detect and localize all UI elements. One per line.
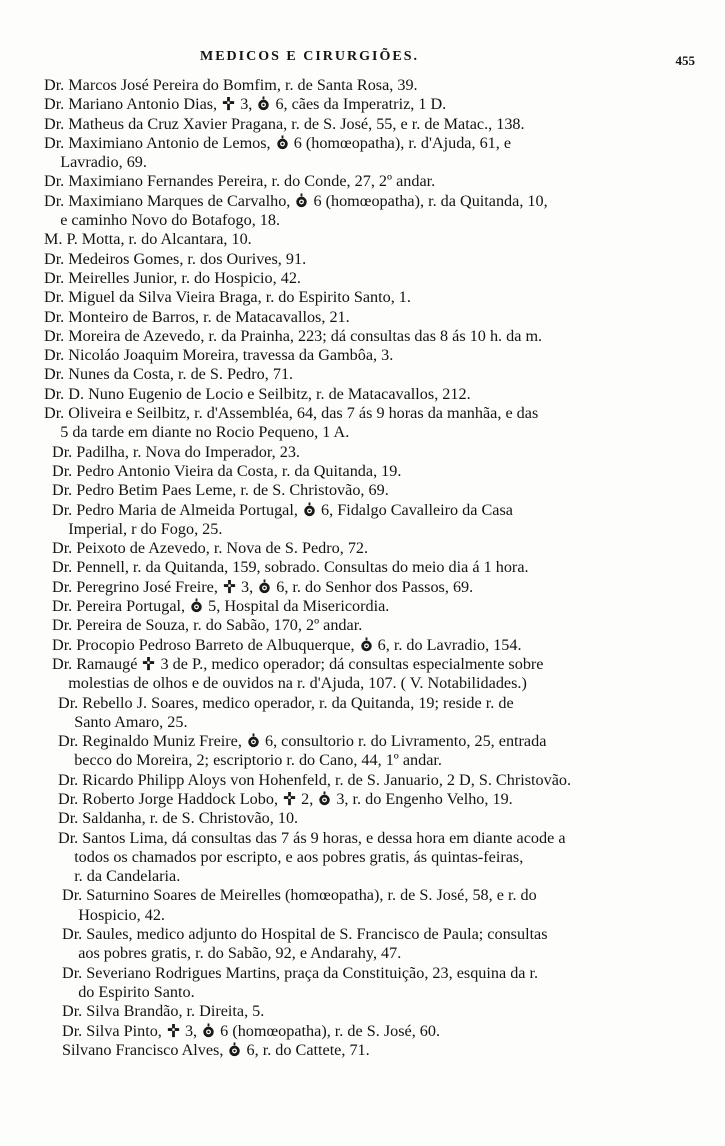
order-rose-icon: [227, 1042, 242, 1057]
directory-entry: [0, 404, 725, 443]
directory-entry: [0, 636, 725, 655]
entry-line: Dr. Marcos José Pereira do Bomfim, r. de Santa Rosa, 39.: [44, 76, 418, 94]
order-rose-icon: [302, 502, 317, 517]
entry-line: Dr. Ramaugé 3 de P., medico operador; dá consultas especialmente sobre: [52, 654, 544, 673]
entry-line: Dr. Nicoláo Joaquim Moreira, travessa da Gambôa, 3.: [44, 346, 394, 365]
directory-entry: [0, 539, 725, 558]
entry-line: Dr. Silva Brandão, r. Direita, 5.: [62, 1002, 265, 1021]
entry-line: r. da Candelaria.: [58, 867, 181, 886]
directory-entry: [0, 578, 725, 597]
directory-entry: [0, 558, 725, 577]
directory-entry: [0, 76, 725, 95]
directory-entry: [0, 809, 725, 828]
page-header: [0, 47, 725, 71]
directory-entry: [0, 288, 725, 307]
entry-line: becco do Moreira, 2; escriptorio r. do Cano, 44, 1º andar.: [58, 751, 442, 770]
directory-entry: [0, 327, 725, 346]
entry-line: Dr. D. Nuno Eugenio de Locio e Seilbitz, r. de Matacavallos, 212.: [44, 384, 471, 403]
directory-entry: [0, 481, 725, 500]
cross-icon: [282, 791, 297, 806]
order-rose-icon: [359, 637, 374, 652]
entry-line: Dr. Matheus da Cruz Xavier Pragana, r. de S. José, 55, e r. de Matac., 138.: [44, 114, 525, 133]
entry-line: Dr. Meirelles Junior, r. do Hospicio, 42.: [44, 268, 301, 287]
entry-line: Dr. Saturnino Soares de Meirelles (homœopatha), r. de S. José, 58, e r. do: [62, 886, 537, 905]
entry-line: todos os chamados por escripto, e aos pobres gratis, ás quintas-feiras,: [58, 847, 524, 866]
directory-list: [0, 76, 725, 1060]
entry-line: Dr. Reginaldo Muniz Freire, 6, consultorio r. do Livramento, 25, entrada: [58, 732, 547, 751]
entry-line: Dr. Saldanha, r. de S. Christovão, 10.: [58, 809, 299, 828]
directory-entry: [0, 616, 725, 635]
entry-line: Dr. Moreira de Azevedo, r. da Prainha, 223; dá consultas das 8 ás 10 h. da m.: [44, 326, 543, 345]
entry-line: Dr. Peixoto de Azevedo, r. Nova de S. Pedro, 72.: [52, 539, 369, 558]
entry-line: Dr. Maximiano Fernandes Pereira, r. do Conde, 27, 2º andar.: [44, 172, 436, 191]
directory-entry: [0, 829, 725, 887]
order-rose-icon: [256, 96, 271, 111]
directory-entry: [0, 346, 725, 365]
entry-line: Dr. Silva Pinto, 3, 6 (homœopatha), r. de S. José, 60.: [62, 1021, 441, 1040]
entry-line: Dr. Nunes da Costa, r. de S. Pedro, 71.: [44, 365, 294, 384]
directory-entry: [0, 501, 725, 540]
directory-entry: [0, 115, 725, 134]
directory-entry: [0, 771, 725, 790]
entry-line: Dr. Mariano Antonio Dias, 3, 6, cães da Imperatriz, 1 D.: [44, 95, 447, 114]
directory-entry: [0, 694, 725, 733]
order-rose-icon: [294, 193, 309, 208]
entry-line: Hospicio, 42.: [62, 905, 165, 924]
entry-line: M. P. Motta, r. do Alcantara, 10.: [44, 230, 252, 249]
entry-line: Dr. Pereira Portugal, 5, Hospital da Misericordia.: [52, 597, 390, 616]
entry-line: Dr. Procopio Pedroso Barreto de Albuquerque, 6, r. do Lavradio, 154.: [52, 635, 522, 654]
order-rose-icon: [189, 598, 204, 613]
cross-icon: [222, 579, 237, 594]
directory-entry: [0, 790, 725, 809]
cross-icon: [166, 1023, 181, 1038]
directory-entry: [0, 95, 725, 114]
directory-entry: [0, 925, 725, 964]
running-title: MEDICOS E CIRURGIÕES.: [200, 49, 419, 64]
entry-line: aos pobres gratis, r. do Sabão, 92, e Andarahy, 47.: [62, 944, 402, 963]
order-rose-icon: [317, 791, 332, 806]
directory-entry: [0, 1022, 725, 1041]
directory-entry: [0, 964, 725, 1003]
directory-entry: [0, 597, 725, 616]
entry-line: Dr. Medeiros Gomes, r. dos Ourives, 91.: [44, 249, 307, 268]
entry-line: Dr. Ricardo Philipp Aloys von Hohenfeld, r. de S. Januario, 2 D, S. Christovão.: [58, 770, 572, 789]
directory-entry: [0, 365, 725, 384]
directory-entry: [0, 1002, 725, 1021]
directory-entry: [0, 250, 725, 269]
entry-line: Silvano Francisco Alves, 6, r. do Cattete, 71.: [62, 1040, 370, 1059]
directory-entry: [0, 732, 725, 771]
entry-line: Dr. Santos Lima, dá consultas das 7 ás 9 horas, e dessa hora em diante acode a: [58, 828, 566, 847]
directory-entry: [0, 462, 725, 481]
order-rose-icon: [201, 1023, 216, 1038]
entry-line: Dr. Oliveira e Seilbitz, r. d'Assembléa, 64, das 7 ás 9 horas da manhãa, e das: [44, 404, 539, 423]
entry-line: Santo Amaro, 25.: [58, 712, 188, 731]
entry-line: 5 da tarde em diante no Rocio Pequeno, 1 A.: [44, 423, 350, 442]
directory-entry: [0, 1041, 725, 1060]
entry-line: Dr. Pedro Betim Paes Leme, r. de S. Christovão, 69.: [52, 481, 389, 500]
entry-line: Imperial, r do Fogo, 25.: [52, 519, 223, 538]
entry-line: molestias de olhos e de ouvidos na r. d'Ajuda, 107. ( V. Notabilidades.): [52, 674, 527, 693]
cross-icon: [221, 96, 236, 111]
order-rose-icon: [246, 733, 261, 748]
entry-line: Dr. Roberto Jorge Haddock Lobo, 2, 3, r. do Engenho Velho, 19.: [58, 789, 513, 808]
entry-line: Dr. Miguel da Silva Vieira Braga, r. do Espirito Santo, 1.: [44, 288, 411, 307]
entry-line: Dr. Pennell, r. da Quitanda, 159, sobrado. Consultas do meio dia á 1 hora.: [52, 558, 529, 577]
entry-line: Dr. Saules, medico adjunto do Hospital de S. Francisco de Paula; consultas: [62, 925, 548, 944]
entry-line: e caminho Novo do Botafogo, 18.: [44, 211, 281, 230]
directory-entry: [0, 886, 725, 925]
directory-entry: [0, 134, 725, 173]
page-number: 455: [675, 53, 695, 68]
entry-line: Dr. Pedro Maria de Almeida Portugal, 6, Fidalgo Cavalleiro da Casa: [52, 500, 513, 519]
entry-line: Dr. Peregrino José Freire, 3, 6, r. do Senhor dos Passos, 69.: [52, 577, 474, 596]
directory-entry: [0, 230, 725, 249]
entry-line: Dr. Maximiano Antonio de Lemos, 6 (homœopatha), r. d'Ajuda, 61, e: [44, 133, 512, 152]
entry-line: Dr. Rebello J. Soares, medico operador, r. da Quitanda, 19; reside r. de: [58, 693, 514, 712]
directory-entry: [0, 269, 725, 288]
directory-entry: [0, 385, 725, 404]
order-rose-icon: [275, 135, 290, 150]
entry-line: Lavradio, 69.: [44, 153, 147, 172]
entry-line: Dr. Pedro Antonio Vieira da Costa, r. da Quitanda, 19.: [52, 461, 402, 480]
entry-line: Dr. Padilha, r. Nova do Imperador, 23.: [52, 442, 300, 461]
entry-line: Dr. Maximiano Marques de Carvalho, 6 (homœopatha), r. da Quitanda, 10,: [44, 191, 548, 210]
directory-entry: [0, 192, 725, 231]
directory-entry: [0, 172, 725, 191]
entry-line: Dr. Monteiro de Barros, r. de Matacavallos, 21.: [44, 307, 350, 326]
entry-line: Dr. Pereira de Souza, r. do Sabão, 170, 2º andar.: [52, 616, 363, 635]
entry-line: Dr. Severiano Rodrigues Martins, praça da Constituição, 23, esquina da r.: [62, 963, 539, 982]
directory-entry: [0, 655, 725, 694]
order-rose-icon: [257, 579, 272, 594]
cross-icon: [141, 656, 156, 671]
entry-line: do Espirito Santo.: [62, 982, 195, 1001]
directory-entry: [0, 443, 725, 462]
directory-entry: [0, 308, 725, 327]
